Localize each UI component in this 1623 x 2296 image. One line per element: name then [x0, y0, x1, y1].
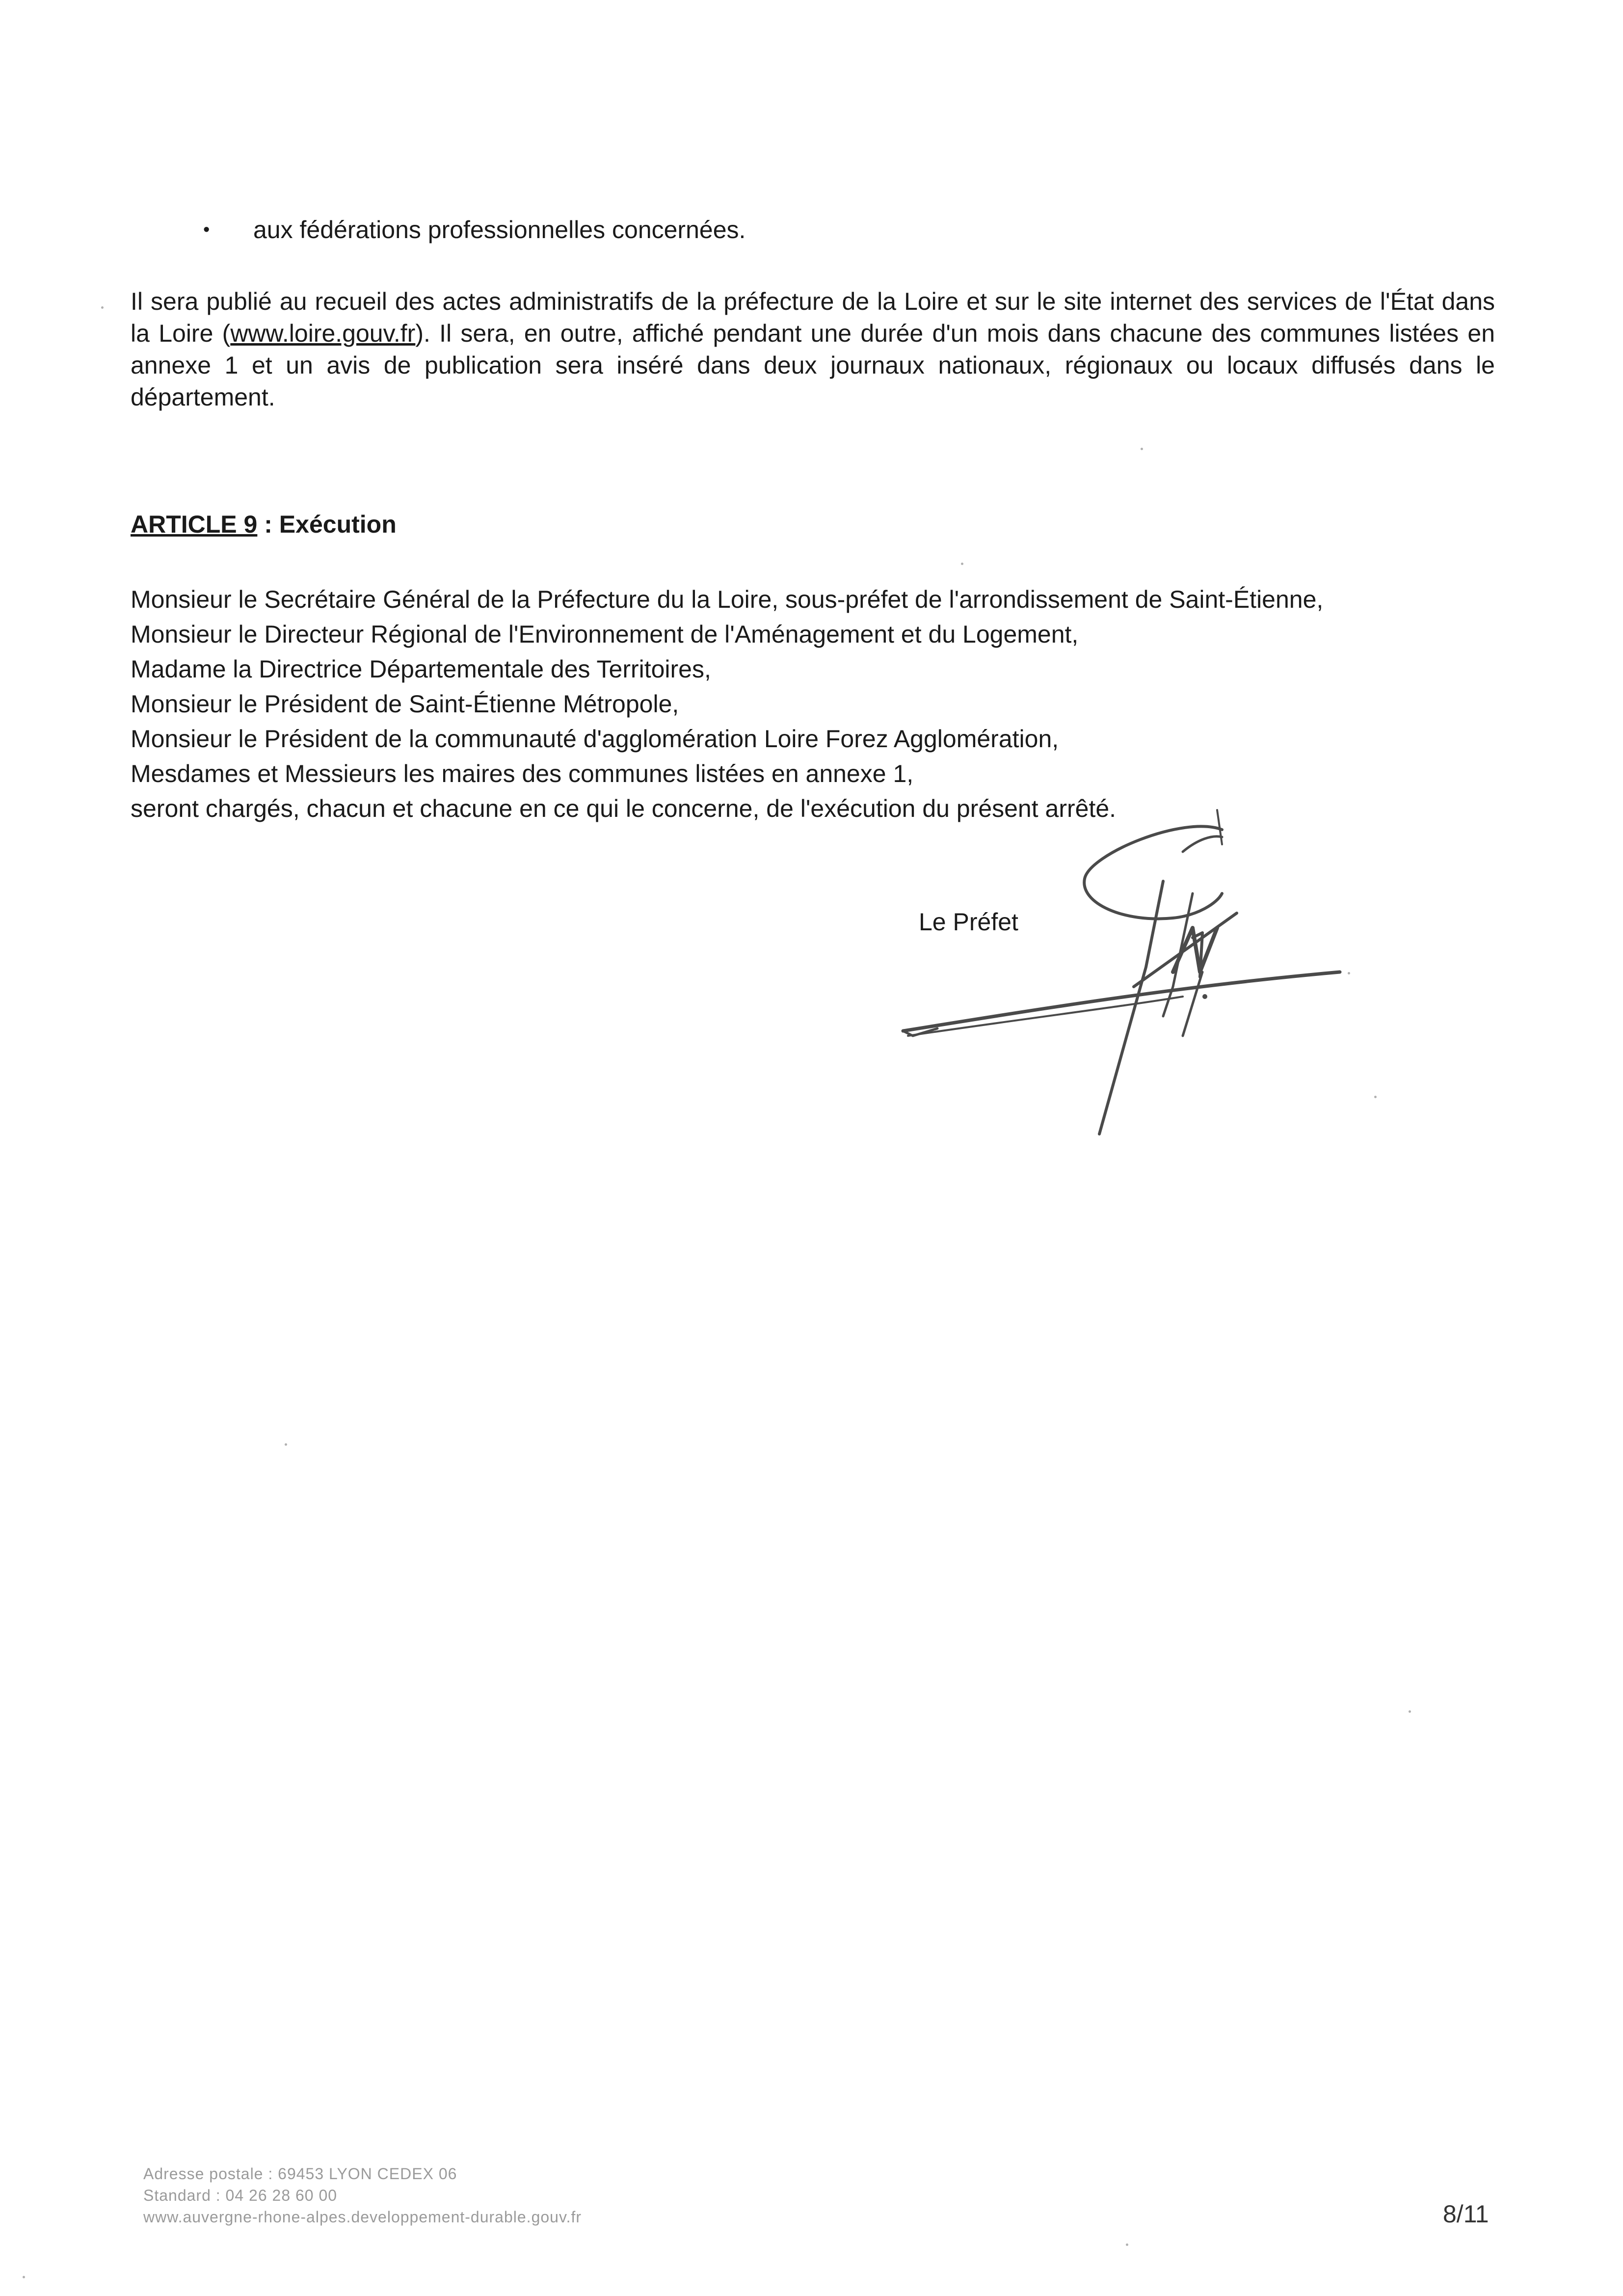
signature-image [878, 781, 1369, 1154]
footer-postal-address: Adresse postale : 69453 LYON CEDEX 06 [143, 2165, 457, 2183]
footer-phone: Standard : 04 26 28 60 00 [143, 2187, 338, 2204]
execution-line: seront chargés, chacun et chacune en ce qui le concerne, de l'exécution du présent arrêté. [131, 795, 1117, 822]
article-heading [131, 509, 397, 540]
execution-line: Monsieur le Président de Saint-Étienne Métropole, [131, 690, 679, 718]
scan-speck [1141, 448, 1143, 450]
page-number: 8/11 [1443, 2200, 1489, 2228]
scan-speck [961, 563, 963, 565]
scan-speck [1348, 972, 1350, 974]
publication-text-end: ). Il sera, en outre, affiché pendant une durée d'un mois dans chacune des communes listées en annexe 1 et un avis de publication sera inséré dans deux journaux nationaux, régionaux ou locaux diffusés dans le département. [131, 320, 1495, 411]
scan-speck [101, 306, 104, 309]
execution-line: Madame la Directrice Départementale des Territoires, [131, 655, 711, 683]
footer-website: www.auvergne-rhone-alpes.developpement-durable.gouv.fr [143, 2208, 582, 2226]
scan-speck [23, 2276, 25, 2278]
article-title: Exécution [279, 511, 397, 538]
bullet-text: aux fédérations professionnelles concernées. [253, 216, 746, 243]
publication-paragraph [131, 286, 1495, 413]
article-separator: : [257, 511, 279, 538]
execution-line: Monsieur le Président de la communauté d'agglomération Loire Forez Agglomération, [131, 725, 1059, 753]
bullet-symbol: • [203, 219, 210, 240]
execution-line: Monsieur le Secrétaire Général de la Préfecture du la Loire, sous-préfet de l'arrondissement de Saint-Étienne, [131, 586, 1324, 613]
signatory-title: Le Préfet [919, 908, 1018, 936]
website-link[interactable]: www.loire.gouv.fr [230, 320, 416, 347]
publication-text-start: Il sera publié au recueil des actes administratifs de la préfecture de la Loire et sur le site internet des services de l'État dans la Loire ( [131, 288, 1495, 347]
scan-speck [1126, 2243, 1128, 2246]
scan-speck [1409, 1710, 1411, 1713]
article-number: ARTICLE 9 [131, 511, 258, 538]
execution-line: Mesdames et Messieurs les maires des communes listées en annexe 1, [131, 760, 914, 787]
execution-line: Monsieur le Directeur Régional de l'Environnement de l'Aménagement et du Logement, [131, 621, 1079, 648]
scan-speck [1374, 1096, 1377, 1098]
scan-speck [285, 1443, 287, 1446]
footer-address [143, 2163, 582, 2228]
